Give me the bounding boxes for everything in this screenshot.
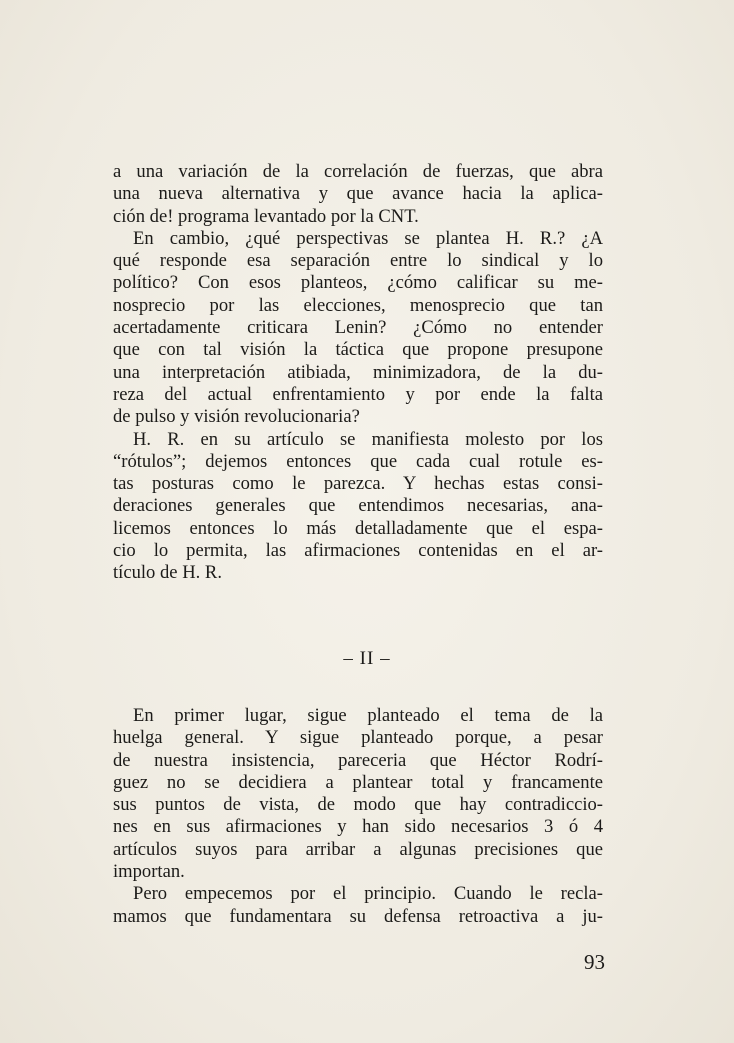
text-line: En primer lugar, sigue planteado el tema de la (133, 705, 603, 726)
text-block-top (113, 161, 603, 585)
text-line: reza del actual enfrentamiento y por ende la falta (113, 383, 603, 405)
text-line: acertadamente criticara Lenin? ¿Cómo no entender (113, 317, 603, 339)
text-line: H. R. en su artículo se manifiesta molesto por los (133, 428, 603, 450)
text-line: de nuestra insistencia, pareceria que Héctor Rodrí- (113, 749, 603, 771)
text-line: una interpretación atibiada, minimizadora, de la du- (113, 361, 603, 383)
text-line: nes en sus afirmaciones y han sido necesarios 3 ó 4 (113, 816, 603, 838)
text-line: de pulso y visión revolucionaria? (113, 406, 360, 428)
paragraph (113, 161, 603, 228)
text-line: qué responde esa separación entre lo sindical y lo (113, 250, 603, 272)
text-line: tículo de H. R. (113, 562, 222, 584)
section-heading: – II – (343, 648, 391, 669)
text-line: Pero empecemos por el principio. Cuando le recla- (133, 883, 603, 905)
text-line: una nueva alternativa y que avance hacia la aplica- (113, 183, 603, 205)
text-line: político? Con esos planteos, ¿cómo calificar su me- (113, 272, 603, 294)
text-line: que con tal visión la táctica que propone presupone (113, 339, 603, 361)
text-line: guez no se decidiera a plantear total y francamente (113, 771, 603, 793)
paragraph (113, 883, 603, 928)
text-line: “rótulos”; dejemos entonces que cada cual rotule es- (113, 450, 603, 472)
paragraph (113, 429, 603, 585)
text-line: sus puntos de vista, de modo que hay contradiccio- (113, 794, 603, 816)
text-line: a una variación de la correlación de fuerzas, que abra (113, 161, 603, 182)
text-line: artículos suyos para arribar a algunas precisiones que (113, 838, 603, 860)
text-line: mamos que fundamentara su defensa retroactiva a ju- (113, 905, 603, 927)
text-line: tas posturas como le parezca. Y hechas estas consi- (113, 473, 603, 495)
text-line: ción de! programa levantado por la CNT. (113, 205, 419, 227)
text-line: nosprecio por las elecciones, menosprecio que tan (113, 294, 603, 316)
page-number: 93 (584, 950, 605, 974)
text-line: En cambio, ¿qué perspectivas se plantea H. R.? ¿A (133, 227, 603, 249)
paragraph (113, 228, 603, 429)
text-line: importan. (113, 861, 185, 883)
text-line: cio lo permita, las afirmaciones contenidas en el ar- (113, 540, 603, 562)
paragraph (113, 705, 603, 883)
text-line: deraciones generales que entendimos necesarias, ana- (113, 495, 603, 517)
text-line: huelga general. Y sigue planteado porque, a pesar (113, 727, 603, 749)
text-block-bottom (113, 705, 603, 928)
text-line: licemos entonces lo más detalladamente que el espa- (113, 517, 603, 539)
